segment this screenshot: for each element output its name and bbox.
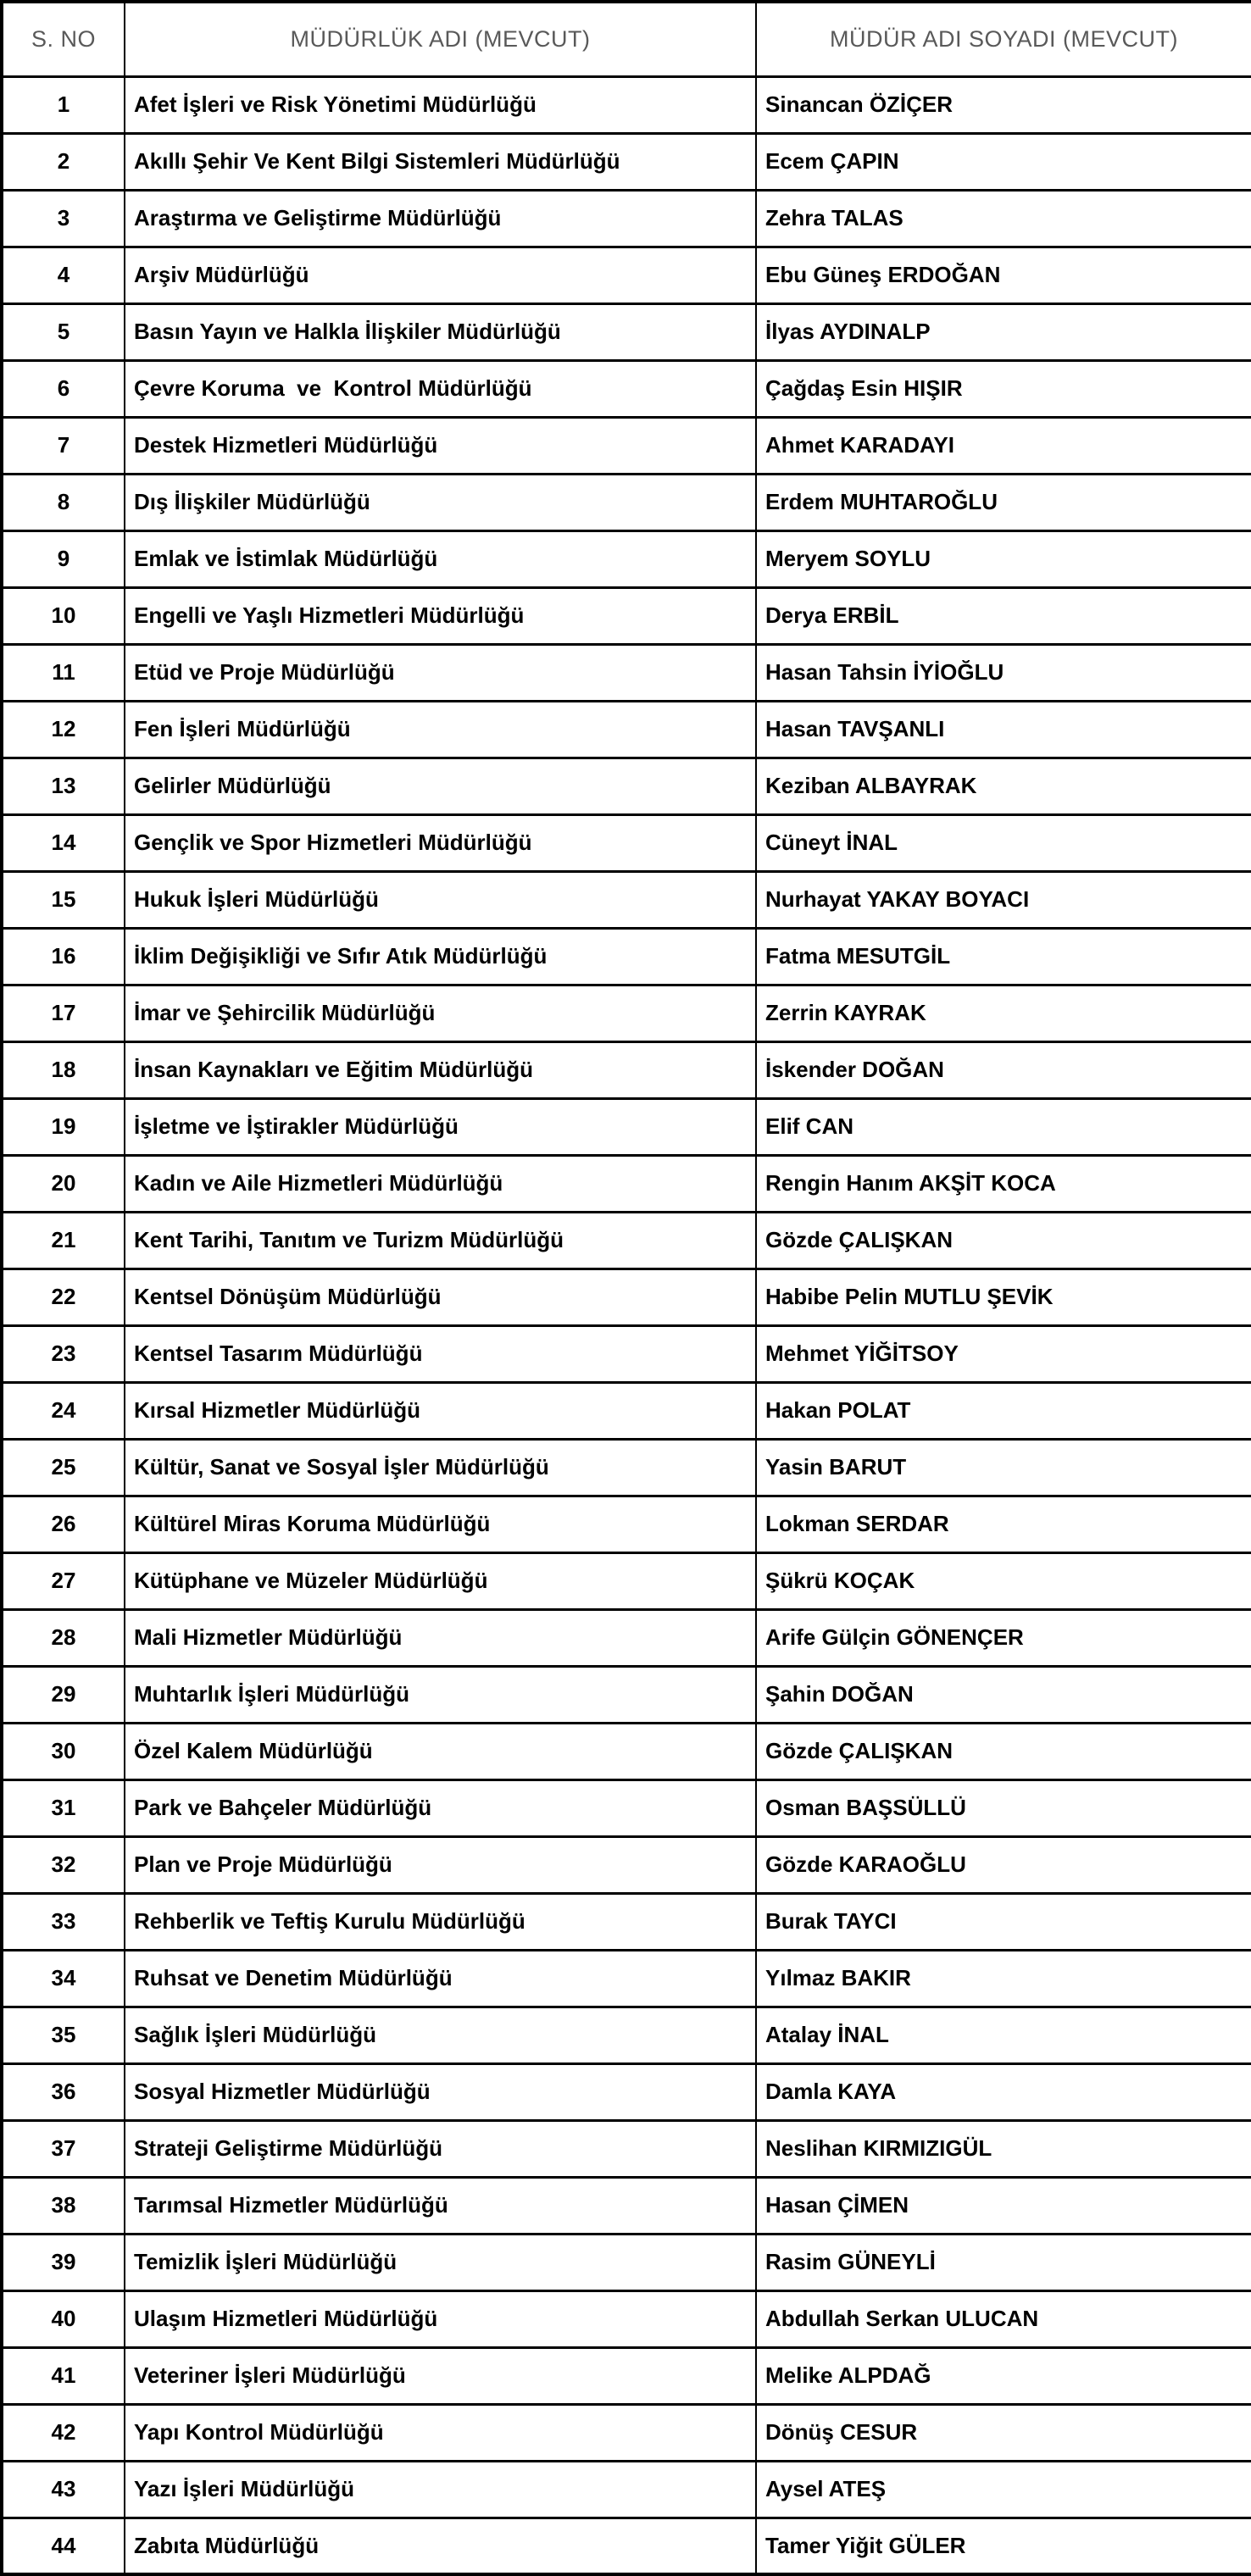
table-row (2, 2404, 1251, 2461)
directorate-name-cell: Afet İşleri ve Risk Yönetimi Müdürlüğü (125, 76, 756, 133)
table-row (2, 1950, 1251, 2007)
seq-no-cell: 34 (2, 1950, 125, 2007)
table-row (2, 1893, 1251, 1950)
director-name-cell: Abdullah Serkan ULUCAN (756, 2290, 1251, 2347)
seq-no-cell: 42 (2, 2404, 125, 2461)
table-row (2, 247, 1251, 303)
director-name-cell: Osman BAŞSÜLLÜ (756, 1779, 1251, 1836)
header-director-name: MÜDÜR ADI SOYADI (MEVCUT) (756, 2, 1251, 76)
table-row (2, 417, 1251, 474)
director-name-cell: Neslihan KIRMIZIGÜL (756, 2120, 1251, 2177)
director-name-cell: Zehra TALAS (756, 190, 1251, 247)
seq-no-cell: 40 (2, 2290, 125, 2347)
table-row (2, 644, 1251, 701)
directorate-name-cell: İnsan Kaynakları ve Eğitim Müdürlüğü (125, 1041, 756, 1098)
directorate-name-cell: Sosyal Hizmetler Müdürlüğü (125, 2063, 756, 2120)
table-row (2, 2461, 1251, 2518)
table-row (2, 360, 1251, 417)
header-seq-no: S. NO (2, 2, 125, 76)
directorate-name-cell: İklim Değişikliği ve Sıfır Atık Müdürlüğü (125, 928, 756, 985)
table-row (2, 530, 1251, 587)
table-row (2, 1836, 1251, 1893)
seq-no-cell: 5 (2, 303, 125, 360)
director-name-cell: Elif CAN (756, 1098, 1251, 1155)
director-name-cell: Şahin DOĞAN (756, 1666, 1251, 1723)
directorate-name-cell: Etüd ve Proje Müdürlüğü (125, 644, 756, 701)
table-row (2, 1723, 1251, 1779)
seq-no-cell: 21 (2, 1212, 125, 1269)
directorate-name-cell: Hukuk İşleri Müdürlüğü (125, 871, 756, 928)
directorate-name-cell: Zabıta Müdürlüğü (125, 2518, 756, 2574)
table-row (2, 928, 1251, 985)
director-name-cell: Ecem ÇAPIN (756, 133, 1251, 190)
directorate-name-cell: Kırsal Hizmetler Müdürlüğü (125, 1382, 756, 1439)
table-row (2, 701, 1251, 758)
directorate-name-cell: Dış İlişkiler Müdürlüğü (125, 474, 756, 530)
seq-no-cell: 6 (2, 360, 125, 417)
director-name-cell: Lokman SERDAR (756, 1496, 1251, 1552)
directorate-name-cell: Plan ve Proje Müdürlüğü (125, 1836, 756, 1893)
director-name-cell: Erdem MUHTAROĞLU (756, 474, 1251, 530)
seq-no-cell: 10 (2, 587, 125, 644)
header-directorate-name: MÜDÜRLÜK ADI (MEVCUT) (125, 2, 756, 76)
director-name-cell: Çağdaş Esin HIŞIR (756, 360, 1251, 417)
director-name-cell: Atalay İNAL (756, 2007, 1251, 2063)
directorate-name-cell: Temizlik İşleri Müdürlüğü (125, 2234, 756, 2290)
seq-no-cell: 43 (2, 2461, 125, 2518)
director-name-cell: Hasan Tahsin İYİOĞLU (756, 644, 1251, 701)
director-name-cell: İskender DOĞAN (756, 1041, 1251, 1098)
seq-no-cell: 33 (2, 1893, 125, 1950)
table-row (2, 2177, 1251, 2234)
directorate-name-cell: Yapı Kontrol Müdürlüğü (125, 2404, 756, 2461)
table-row (2, 190, 1251, 247)
director-name-cell: Gözde KARAOĞLU (756, 1836, 1251, 1893)
director-name-cell: Derya ERBİL (756, 587, 1251, 644)
directorate-name-cell: Strateji Geliştirme Müdürlüğü (125, 2120, 756, 2177)
directorate-name-cell: Kütüphane ve Müzeler Müdürlüğü (125, 1552, 756, 1609)
seq-no-cell: 37 (2, 2120, 125, 2177)
directorate-name-cell: Emlak ve İstimlak Müdürlüğü (125, 530, 756, 587)
seq-no-cell: 22 (2, 1269, 125, 1325)
seq-no-cell: 26 (2, 1496, 125, 1552)
seq-no-cell: 39 (2, 2234, 125, 2290)
director-name-cell: Nurhayat YAKAY BOYACI (756, 871, 1251, 928)
director-name-cell: Ebu Güneş ERDOĞAN (756, 247, 1251, 303)
seq-no-cell: 1 (2, 76, 125, 133)
directorate-name-cell: Mali Hizmetler Müdürlüğü (125, 1609, 756, 1666)
seq-no-cell: 11 (2, 644, 125, 701)
director-name-cell: Hasan ÇİMEN (756, 2177, 1251, 2234)
table-row (2, 985, 1251, 1041)
directorate-name-cell: Çevre Koruma ve Kontrol Müdürlüğü (125, 360, 756, 417)
table-row (2, 76, 1251, 133)
director-name-cell: Meryem SOYLU (756, 530, 1251, 587)
seq-no-cell: 14 (2, 814, 125, 871)
header-row (2, 2, 1251, 76)
seq-no-cell: 23 (2, 1325, 125, 1382)
director-name-cell: Hasan TAVŞANLI (756, 701, 1251, 758)
directorate-name-cell: Akıllı Şehir Ve Kent Bilgi Sistemleri Müdürlüğü (125, 133, 756, 190)
table-row (2, 1325, 1251, 1382)
table-row (2, 871, 1251, 928)
table-row (2, 1155, 1251, 1212)
directorate-name-cell: Muhtarlık İşleri Müdürlüğü (125, 1666, 756, 1723)
table-row (2, 1212, 1251, 1269)
seq-no-cell: 41 (2, 2347, 125, 2404)
directorate-name-cell: Özel Kalem Müdürlüğü (125, 1723, 756, 1779)
table-row (2, 1382, 1251, 1439)
table-row (2, 1552, 1251, 1609)
table-row (2, 303, 1251, 360)
seq-no-cell: 12 (2, 701, 125, 758)
table-header (2, 2, 1251, 76)
director-name-cell: Dönüş CESUR (756, 2404, 1251, 2461)
directorate-name-cell: İşletme ve İştirakler Müdürlüğü (125, 1098, 756, 1155)
seq-no-cell: 19 (2, 1098, 125, 1155)
seq-no-cell: 8 (2, 474, 125, 530)
director-name-cell: Damla KAYA (756, 2063, 1251, 2120)
directorate-name-cell: Ruhsat ve Denetim Müdürlüğü (125, 1950, 756, 2007)
directorate-name-cell: Kentsel Tasarım Müdürlüğü (125, 1325, 756, 1382)
seq-no-cell: 17 (2, 985, 125, 1041)
table-row (2, 2347, 1251, 2404)
seq-no-cell: 36 (2, 2063, 125, 2120)
table-row (2, 2007, 1251, 2063)
seq-no-cell: 4 (2, 247, 125, 303)
director-name-cell: Cüneyt İNAL (756, 814, 1251, 871)
seq-no-cell: 32 (2, 1836, 125, 1893)
directorate-name-cell: Arşiv Müdürlüğü (125, 247, 756, 303)
director-name-cell: Gözde ÇALIŞKAN (756, 1723, 1251, 1779)
seq-no-cell: 2 (2, 133, 125, 190)
director-name-cell: Melike ALPDAĞ (756, 2347, 1251, 2404)
director-name-cell: İlyas AYDINALP (756, 303, 1251, 360)
table-row (2, 1439, 1251, 1496)
directorate-name-cell: Fen İşleri Müdürlüğü (125, 701, 756, 758)
table-row (2, 758, 1251, 814)
seq-no-cell: 38 (2, 2177, 125, 2234)
directorate-name-cell: Sağlık İşleri Müdürlüğü (125, 2007, 756, 2063)
directorate-name-cell: Basın Yayın ve Halkla İlişkiler Müdürlüğü (125, 303, 756, 360)
seq-no-cell: 20 (2, 1155, 125, 1212)
directorate-name-cell: Gençlik ve Spor Hizmetleri Müdürlüğü (125, 814, 756, 871)
table-row (2, 1666, 1251, 1723)
director-name-cell: Yılmaz BAKIR (756, 1950, 1251, 2007)
director-name-cell: Ahmet KARADAYI (756, 417, 1251, 474)
directorate-name-cell: Kent Tarihi, Tanıtım ve Turizm Müdürlüğü (125, 1212, 756, 1269)
director-name-cell: Gözde ÇALIŞKAN (756, 1212, 1251, 1269)
directorate-name-cell: Kültürel Miras Koruma Müdürlüğü (125, 1496, 756, 1552)
table-row (2, 2290, 1251, 2347)
director-name-cell: Keziban ALBAYRAK (756, 758, 1251, 814)
director-name-cell: Zerrin KAYRAK (756, 985, 1251, 1041)
seq-no-cell: 24 (2, 1382, 125, 1439)
directorate-name-cell: Park ve Bahçeler Müdürlüğü (125, 1779, 756, 1836)
director-name-cell: Burak TAYCI (756, 1893, 1251, 1950)
seq-no-cell: 27 (2, 1552, 125, 1609)
seq-no-cell: 44 (2, 2518, 125, 2574)
seq-no-cell: 18 (2, 1041, 125, 1098)
seq-no-cell: 30 (2, 1723, 125, 1779)
table-row (2, 1496, 1251, 1552)
seq-no-cell: 7 (2, 417, 125, 474)
seq-no-cell: 15 (2, 871, 125, 928)
director-name-cell: Aysel ATEŞ (756, 2461, 1251, 2518)
seq-no-cell: 9 (2, 530, 125, 587)
table-row (2, 587, 1251, 644)
director-name-cell: Rasim GÜNEYLİ (756, 2234, 1251, 2290)
table-row (2, 814, 1251, 871)
table-row (2, 474, 1251, 530)
seq-no-cell: 28 (2, 1609, 125, 1666)
directorate-name-cell: Rehberlik ve Teftiş Kurulu Müdürlüğü (125, 1893, 756, 1950)
table-row (2, 2120, 1251, 2177)
director-name-cell: Mehmet YİĞİTSOY (756, 1325, 1251, 1382)
director-name-cell: Tamer Yiğit GÜLER (756, 2518, 1251, 2574)
table-row (2, 1098, 1251, 1155)
table-row (2, 2518, 1251, 2574)
director-name-cell: Yasin BARUT (756, 1439, 1251, 1496)
directorate-name-cell: Kültür, Sanat ve Sosyal İşler Müdürlüğü (125, 1439, 756, 1496)
directorate-name-cell: Yazı İşleri Müdürlüğü (125, 2461, 756, 2518)
director-name-cell: Fatma MESUTGİL (756, 928, 1251, 985)
table-row (2, 133, 1251, 190)
directorate-name-cell: Kadın ve Aile Hizmetleri Müdürlüğü (125, 1155, 756, 1212)
table-row (2, 2234, 1251, 2290)
table-row (2, 1609, 1251, 1666)
director-name-cell: Rengin Hanım AKŞİT KOCA (756, 1155, 1251, 1212)
directorate-name-cell: İmar ve Şehircilik Müdürlüğü (125, 985, 756, 1041)
directorate-name-cell: Ulaşım Hizmetleri Müdürlüğü (125, 2290, 756, 2347)
director-name-cell: Sinancan ÖZİÇER (756, 76, 1251, 133)
directorate-name-cell: Gelirler Müdürlüğü (125, 758, 756, 814)
seq-no-cell: 35 (2, 2007, 125, 2063)
seq-no-cell: 29 (2, 1666, 125, 1723)
seq-no-cell: 16 (2, 928, 125, 985)
director-name-cell: Hakan POLAT (756, 1382, 1251, 1439)
seq-no-cell: 3 (2, 190, 125, 247)
director-name-cell: Arife Gülçin GÖNENÇER (756, 1609, 1251, 1666)
director-name-cell: Şükrü KOÇAK (756, 1552, 1251, 1609)
directorate-name-cell: Araştırma ve Geliştirme Müdürlüğü (125, 190, 756, 247)
seq-no-cell: 13 (2, 758, 125, 814)
table-row (2, 1041, 1251, 1098)
directorate-name-cell: Veteriner İşleri Müdürlüğü (125, 2347, 756, 2404)
table-body (2, 76, 1251, 2574)
directorate-name-cell: Tarımsal Hizmetler Müdürlüğü (125, 2177, 756, 2234)
seq-no-cell: 31 (2, 1779, 125, 1836)
table-row (2, 2063, 1251, 2120)
seq-no-cell: 25 (2, 1439, 125, 1496)
directorate-name-cell: Destek Hizmetleri Müdürlüğü (125, 417, 756, 474)
table-row (2, 1779, 1251, 1836)
directorate-name-cell: Engelli ve Yaşlı Hizmetleri Müdürlüğü (125, 587, 756, 644)
director-name-cell: Habibe Pelin MUTLU ŞEVİK (756, 1269, 1251, 1325)
directorate-name-cell: Kentsel Dönüşüm Müdürlüğü (125, 1269, 756, 1325)
table-row (2, 1269, 1251, 1325)
